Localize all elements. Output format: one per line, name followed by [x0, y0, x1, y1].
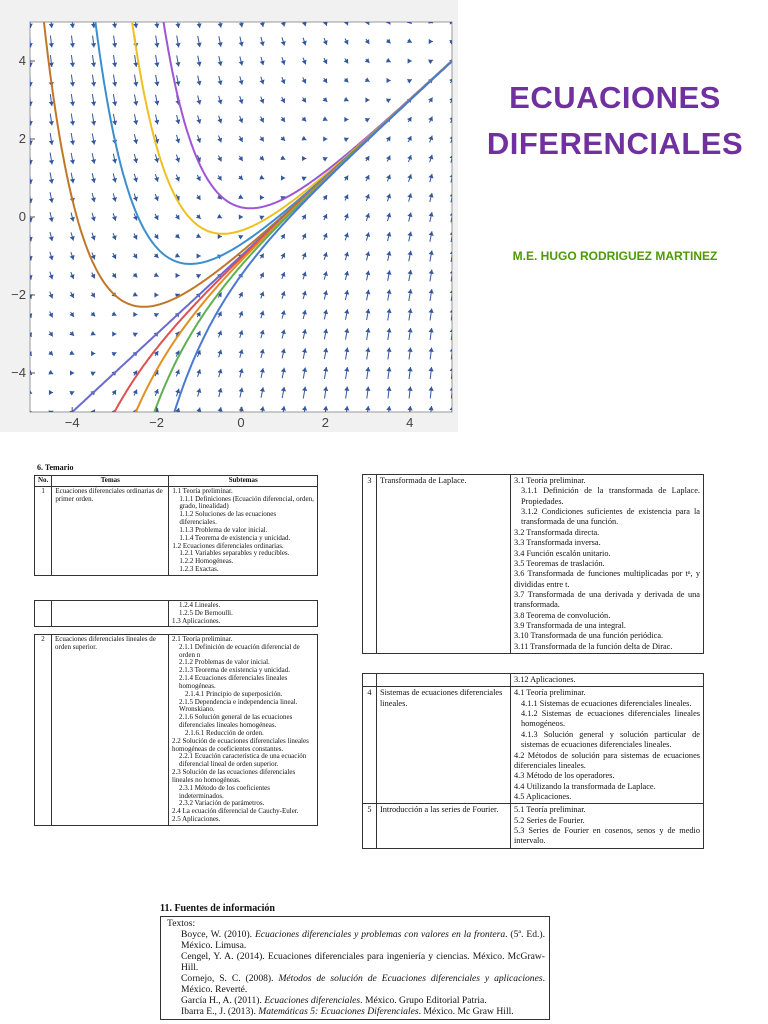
- subtopic: 2.1.2 Problemas de valor inicial.: [179, 658, 270, 667]
- x-tick-label: −4: [64, 415, 80, 430]
- subtopic: 5.1 Teoría preliminar.: [514, 805, 586, 815]
- reference-item: Ibarra E., J. (2013). Matemáticas 5: Ecuaciones Diferenciales. México. Mc Graw Hill.: [181, 1005, 514, 1017]
- col-header-no: No.: [35, 476, 52, 487]
- references-section: [160, 903, 550, 1020]
- unit-topic: Transformada de Laplace.: [377, 475, 511, 654]
- unit-topic: Sistemas de ecuaciones diferenciales lineales.: [377, 687, 511, 804]
- x-tick-label: 4: [406, 415, 414, 430]
- y-tick-label: 0: [18, 209, 26, 224]
- unit-number: 5: [363, 804, 377, 848]
- subtopic: 1.1.1 Definiciones (Ecuación diferencial, orden, grado, linealidad): [179, 494, 314, 511]
- table-row: [35, 635, 318, 826]
- document-title-line-1: ECUACIONES: [509, 80, 721, 115]
- unit-number: 3: [363, 475, 377, 654]
- subtopic: 1.2.3 Exactas.: [179, 565, 219, 574]
- table-row: [363, 475, 704, 654]
- unit-topic: Ecuaciones diferenciales lineales de orden superior.: [52, 635, 169, 826]
- direction-arrow: [48, 410, 53, 415]
- syllabus-table-unit-1: [34, 475, 318, 576]
- unit-number: 1: [35, 486, 52, 575]
- subtopic: 1.3 Aplicaciones.: [172, 616, 221, 625]
- subtopic: 3.11 Transformada de la función delta de Dirac.: [514, 641, 673, 651]
- unit-subtopics: [169, 635, 318, 826]
- table-row: [35, 486, 318, 575]
- subtopic: 1.1 Teoría preliminar.: [172, 486, 233, 495]
- subtopic: 2.3.2 Variación de parámetros.: [179, 799, 265, 808]
- subtopic: 2.1.3 Teorema de existencia y unicidad.: [179, 666, 290, 675]
- reference-item: Boyce, W. (2010). Ecuaciones diferenciales y problemas con valores en la frontera. (5ª. Ed.). México. Limusa.: [181, 928, 546, 951]
- subtopic: 3.6 Transformada de funciones multiplicadas por tⁿ, y divididas entre t.: [514, 569, 700, 589]
- subtopic: 3.3 Transformada inversa.: [514, 538, 601, 548]
- subtopic: 4.1.1 Sistemas de ecuaciones diferenciales lineales.: [521, 698, 692, 708]
- reference-item: Cornejo, S. C. (2008). Métodos de solución de Ecuaciones diferenciales y aplicaciones. México. Reverté.: [181, 972, 545, 995]
- unit-subtopics: [169, 486, 318, 575]
- subtopic: 2.1.6.1 Reducción de orden.: [185, 728, 264, 737]
- subtopic: 2.3.1 Método de los coeficientes indeterminados.: [179, 783, 270, 800]
- subtopic: 1.2.2 Homogéneas.: [179, 557, 234, 566]
- subtopic: 3.10 Transformada de una función periódica.: [514, 631, 664, 641]
- syllabus-heading: 6. Temario: [37, 463, 74, 472]
- subtopic: 2.1.4 Ecuaciones diferenciales lineales homogéneas.: [179, 674, 288, 690]
- subtopic: 1.2.5 De Bernoulli.: [179, 608, 233, 617]
- subtopic: 3.8 Teorema de convolución.: [514, 610, 611, 620]
- y-tick-label: −4: [11, 365, 26, 380]
- reference-item: García H., A. (2011). Ecuaciones diferenciales. México. Grupo Editorial Patria.: [181, 994, 487, 1006]
- subtopic: 2.5 Aplicaciones.: [172, 815, 221, 824]
- subtopic: 4.3 Método de los operadores.: [514, 771, 615, 781]
- subtopic: 3.7 Transformada de una derivada y derivada de una transformada.: [514, 589, 700, 610]
- subtopic: 4.1.2 Sistemas de ecuaciones diferenciales lineales homogéneos.: [521, 709, 700, 729]
- slope-field-plot: [0, 0, 458, 432]
- y-tick-label: 2: [18, 131, 26, 146]
- subtopic: 3.4 Función escalón unitario.: [514, 548, 611, 558]
- document-title-line-2: DIFERENCIALES: [486, 126, 744, 161]
- subtopic: 3.2 Transformada directa.: [514, 527, 600, 537]
- references-subheading: Textos:: [167, 917, 196, 929]
- reference-item: Cengel, Y. A. (2014). Ecuaciones diferenciales para ingeniería y ciencias. México. McGraw-Hill.: [181, 950, 545, 973]
- direction-arrow: [27, 351, 31, 356]
- subtopic: 1.2.4 Lineales.: [179, 601, 221, 609]
- subtopic: 2.2 Solución de ecuaciones diferenciales lineales homogéneas de coeficientes constantes.: [172, 736, 309, 753]
- col-header-temas: Temas: [52, 476, 169, 487]
- subtopic: 3.1 Teoría preliminar.: [514, 476, 586, 485]
- subtopic: 4.4 Utilizando la transformada de Laplace.: [514, 781, 656, 791]
- subtopic: 5.2 Series de Fourier.: [514, 815, 585, 825]
- unit-subtopics: [511, 475, 704, 654]
- syllabus-table-unit-2: [34, 634, 318, 826]
- subtopic: 4.1.3 Solución general y solución particular de sistemas de ecuaciones diferenciales lineales.: [521, 729, 700, 750]
- unit-topic: Introducción a las series de Fourier.: [377, 804, 511, 848]
- syllabus-table-unit-3: [362, 474, 704, 654]
- subtopic: 1.2 Ecuaciones diferenciales ordinarias.: [172, 541, 284, 550]
- y-tick-label: 4: [18, 53, 26, 68]
- table-row: [363, 687, 704, 804]
- subtopic: 2.2.1 Ecuación característica de una ecuación diferencial lineal de orden superior.: [179, 752, 307, 769]
- syllabus-table-units-4-5: [362, 673, 704, 849]
- subtopic: 2.1.1 Definición de ecuación diferencial de orden n: [179, 642, 300, 659]
- author-name: M.E. HUGO RODRIGUEZ MARTINEZ: [512, 249, 718, 263]
- references-heading: 11. Fuentes de información: [160, 903, 550, 917]
- unit-number: 2: [35, 635, 52, 826]
- subtopic: 2.1.6 Solución general de las ecuaciones diferenciales lineales homogéneas.: [179, 713, 293, 730]
- x-tick-label: 2: [321, 415, 330, 430]
- subtopic: 4.2 Métodos de solución para sistemas de ecuaciones diferenciales lineales.: [514, 750, 700, 770]
- syllabus-table-unit-1-continued: [34, 600, 318, 627]
- subtopic: 2.1.5 Dependencia e independencia lineal. Wronskiano.: [179, 697, 298, 714]
- unit-number: 4: [363, 687, 377, 804]
- y-tick-label: −2: [11, 287, 26, 302]
- table-row: [363, 804, 704, 848]
- subtopic: 4.1 Teoría preliminar.: [514, 688, 586, 698]
- subtopic: 1.1.2 Soluciones de las ecuaciones diferenciales.: [179, 510, 277, 527]
- subtopic: 3.5 Teoremas de traslación.: [514, 558, 605, 568]
- subtopic: 2.4 La ecuación diferencial de Cauchy-Euler.: [172, 807, 299, 816]
- subtopic: 2.1.4.1 Principio de superposición.: [185, 689, 283, 698]
- unit-topic: Ecuaciones diferenciales ordinarias de primer orden.: [52, 486, 169, 575]
- subtopic: 1.2.1 Variables separables y reducibles.: [179, 549, 290, 558]
- table-header-row: [35, 476, 318, 487]
- subtopic: 2.1 Teoría preliminar.: [172, 635, 233, 643]
- x-tick-label: 0: [237, 415, 245, 430]
- subtopic: 3.12 Aplicaciones.: [514, 675, 576, 684]
- subtopic: 4.5 Aplicaciones.: [514, 791, 572, 801]
- subtopic: 3.1.2 Condiciones suficientes de existencia para la transformada de una función.: [521, 507, 700, 527]
- unit-subtopics: [511, 687, 704, 804]
- subtopic: 3.1.1 Definición de la transformada de Laplace. Propiedades.: [521, 486, 700, 506]
- subtopic: 1.1.3 Problema de valor inicial.: [179, 525, 268, 534]
- subtopic: 2.3 Solución de las ecuaciones diferenciales lineales no homogéneas.: [172, 768, 296, 784]
- direction-arrow: [428, 19, 433, 24]
- unit-subtopics: [511, 804, 704, 848]
- table-row: [35, 601, 318, 627]
- x-tick-label: −2: [149, 415, 165, 430]
- unit-subtopics: [511, 674, 704, 687]
- subtopic: 1.1.4 Teorema de existencia y unicidad.: [179, 533, 291, 542]
- references-box: [160, 917, 550, 1020]
- slope-field-svg: [0, 0, 458, 432]
- subtopic: 3.9 Transformada de una integral.: [514, 621, 626, 631]
- col-header-subtemas: Subtemas: [169, 476, 318, 487]
- table-row: [363, 674, 704, 687]
- unit-subtopics: [169, 601, 318, 627]
- subtopic: 5.3 Series de Fourier en cosenos, senos y de medio intervalo.: [514, 826, 700, 846]
